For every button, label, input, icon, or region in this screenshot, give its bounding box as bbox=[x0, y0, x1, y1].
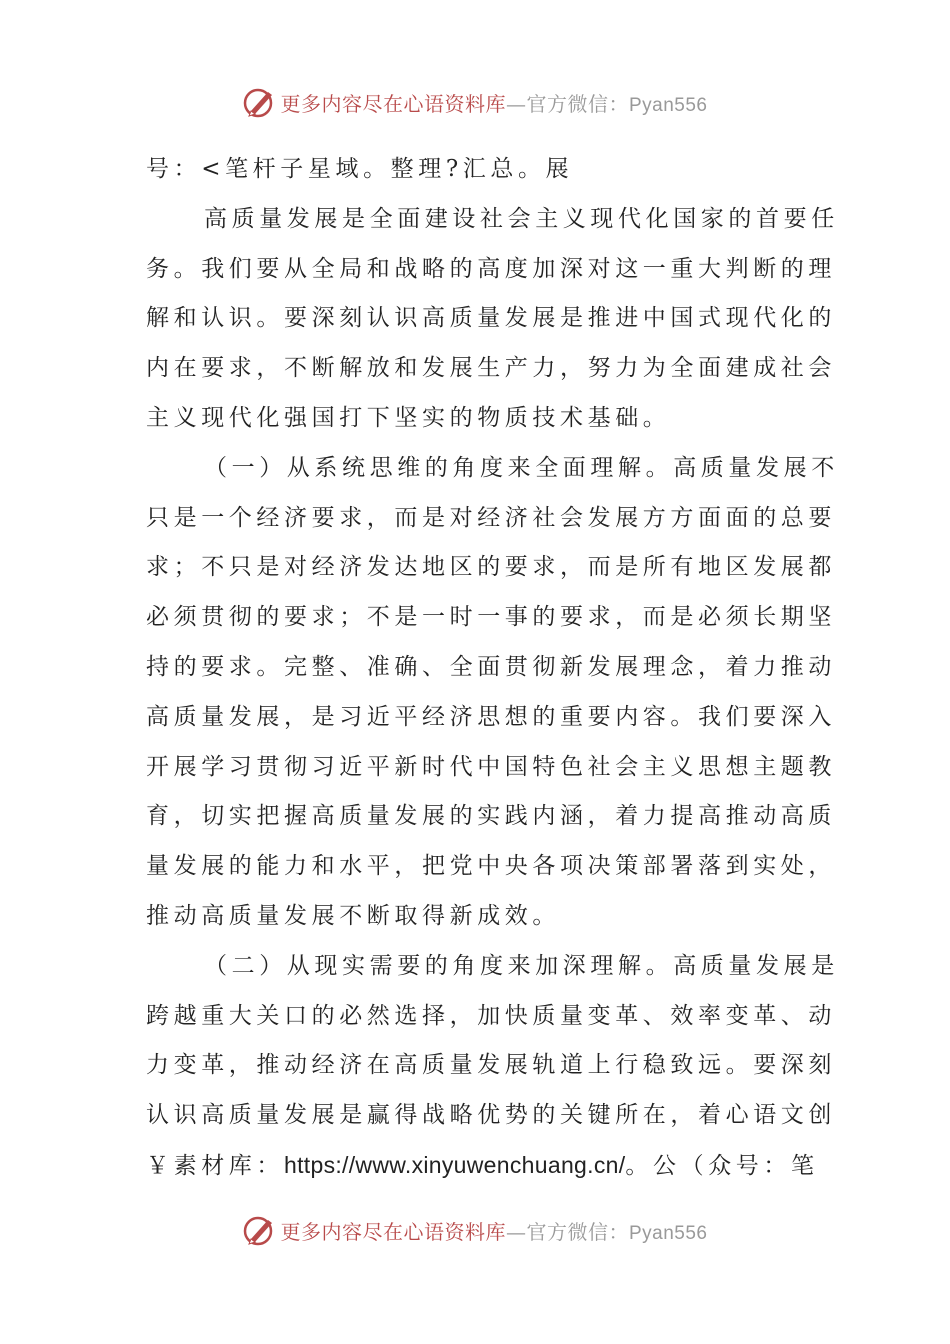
text-line: 推动高质量发展不断取得新成效。 bbox=[146, 902, 560, 929]
document-body bbox=[146, 145, 839, 1191]
footer-dash: — bbox=[505, 1219, 527, 1244]
text-line: （一）从系统思维的角度来全面理解。高质量发展不 bbox=[204, 454, 839, 481]
footer-main-text: 更多内容尽在心语资料库 bbox=[280, 1219, 506, 1244]
footer-wechat-id: Pyan556 bbox=[628, 1222, 708, 1244]
text-line: 育，切实把握高质量发展的实践内涵，着力提高推动高质 bbox=[146, 803, 836, 830]
line-prefix: ￥素材库： bbox=[146, 1152, 284, 1179]
text-line: 务。我们要从全局和战略的高度加深对这一重大判断的理 bbox=[146, 255, 836, 282]
header-wechat-id: Pyan556 bbox=[628, 94, 708, 116]
header-dash: — bbox=[505, 91, 527, 116]
text-line: 必须贯彻的要求；不是一时一事的要求，而是必须长期坚 bbox=[146, 604, 836, 631]
text-line: 只是一个经济要求，而是对经济社会发展方方面面的总要 bbox=[146, 504, 836, 531]
text-line: 求；不只是对经济发达地区的要求，而是所有地区发展都 bbox=[146, 554, 836, 581]
text-line: 解和认识。要深刻认识高质量发展是推进中国式现代化的 bbox=[146, 305, 836, 332]
text-line-with-url bbox=[146, 1141, 819, 1191]
text-line: 内在要求，不断解放和发展生产力，努力为全面建成社会 bbox=[146, 355, 836, 382]
text-line: 主义现代化强国打下坚实的物质技术基础。 bbox=[146, 404, 671, 431]
text-line: 力变革，推动经济在高质量发展轨道上行稳致远。要深刻 bbox=[146, 1052, 836, 1079]
text-line: 高质量发展是全面建设社会主义现代化国家的首要任 bbox=[204, 205, 839, 232]
text-line: 开展学习贯彻习近平新时代中国特色社会主义思想主题教 bbox=[146, 753, 836, 780]
website-url-link[interactable]: https://www.xinyuwenchuang.cn/ bbox=[284, 1151, 626, 1178]
footer-label: 官方微信： bbox=[526, 1219, 629, 1244]
line-suffix: 。公（众号：笔 bbox=[625, 1152, 819, 1179]
text-line: 认识高质量发展是赢得战略优势的关键所在，着心语文创 bbox=[146, 1102, 836, 1129]
header-banner bbox=[0, 80, 950, 124]
header-label: 官方微信： bbox=[526, 91, 629, 116]
text-line: 号：<笔杆子星域。整理?汇总。展 bbox=[146, 156, 574, 182]
pen-logo-icon bbox=[242, 1213, 276, 1247]
header-main-text: 更多内容尽在心语资料库 bbox=[280, 91, 506, 116]
pen-logo-icon bbox=[242, 85, 276, 119]
text-line: 高质量发展，是习近平经济思想的重要内容。我们要深入 bbox=[146, 703, 836, 730]
header-text bbox=[280, 88, 707, 117]
footer-text bbox=[280, 1216, 707, 1245]
text-line: 跨越重大关口的必然选择，加快质量变革、效率变革、动 bbox=[146, 1002, 836, 1029]
text-line: 持的要求。完整、准确、全面贯彻新发展理念，着力推动 bbox=[146, 653, 836, 680]
footer-banner bbox=[0, 1208, 950, 1252]
text-line: 量发展的能力和水平，把党中央各项决策部署落到实处， bbox=[146, 853, 836, 880]
text-line: （二）从现实需要的角度来加深理解。高质量发展是 bbox=[204, 952, 839, 979]
